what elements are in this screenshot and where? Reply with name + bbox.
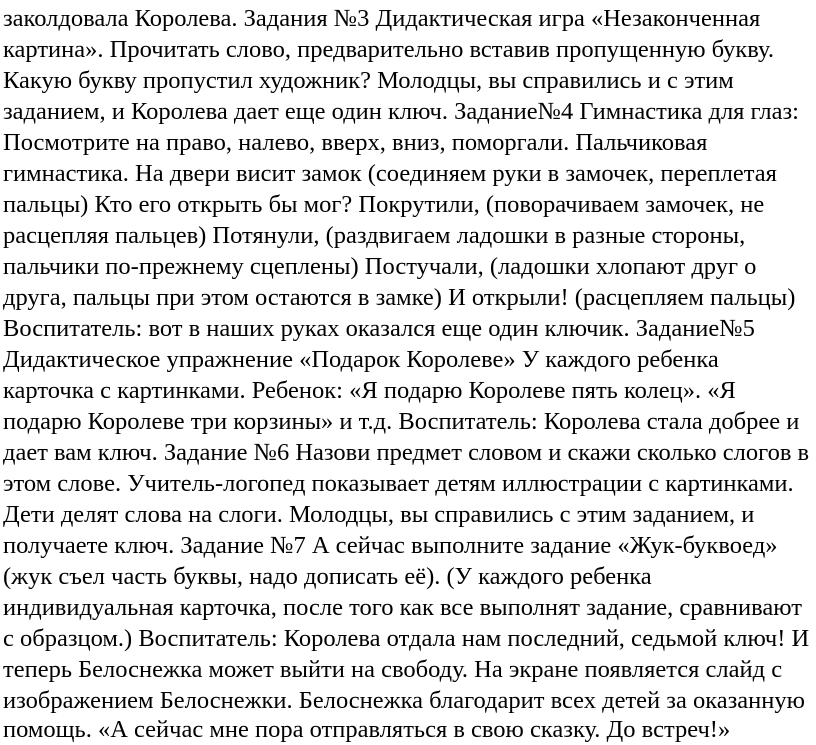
text-line: пальчики по-прежнему сцеплены) Постучали, (ладошки хлопают друг о (3, 253, 757, 280)
text-line: дает вам ключ. Задание №6 Назови предмет словом и скажи сколько слогов в (3, 439, 810, 466)
text-line: получаете ключ. Задание №7 А сейчас выполните задание «Жук-буквоед» (3, 532, 778, 559)
text-line: карточка с картинками. Ребенок: «Я подарю Королеве пять колец». «Я (3, 377, 736, 404)
text-line: друга, пальцы при этом остаются в замке) И открыли! (расцепляем пальцы) (3, 284, 796, 311)
text-line: Дети делят слова на слоги. Молодцы, вы справились с этим заданием, и (3, 501, 755, 528)
text-line: пальцы) Кто его открыть бы мог? Покрутили, (поворачиваем замочек, не (3, 191, 765, 218)
text-line: (жук съел часть буквы, надо дописать её). (У каждого ребенка (3, 563, 652, 590)
text-line: Посмотрите на право, налево, вверх, вниз, поморгали. Пальчиковая (3, 129, 708, 156)
text-line: помощь. «А сейчас мне пора отправляться в свою сказку. До встреч!» (3, 716, 731, 743)
text-line: теперь Белоснежка может выйти на свободу. На экране появляется слайд с (3, 656, 783, 683)
text-line: с образцом.) Воспитатель: Королева отдала нам последний, седьмой ключ! И (3, 625, 810, 652)
text-line: картина». Прочитать слово, предварительно вставив пропущенную букву. (3, 36, 774, 63)
text-line: заданием, и Королева дает еще один ключ. Задание№4 Гимнастика для глаз: (3, 98, 799, 125)
text-line: изображением Белоснежки. Белоснежка благодарит всех детей за оказанную (3, 687, 805, 714)
text-line: Воспитатель: вот в наших руках оказался еще один ключик. Задание№5 (3, 315, 755, 342)
text-line: Какую букву пропустил художник? Молодцы, вы справились и с этим (3, 67, 734, 94)
text-line: подарю Королеве три корзины» и т.д. Воспитатель: Королева стала добрее и (3, 408, 800, 435)
text-line: индивидуальная карточка, после того как все выполнят задание, сравнивают (3, 594, 802, 621)
text-line: заколдовала Королева. Задания №3 Дидактическая игра «Незаконченная (3, 5, 761, 32)
text-line: расцепляя пальцев) Потянули, (раздвигаем ладошки в разные стороны, (3, 222, 746, 249)
text-line: гимнастика. На двери висит замок (соединяем руки в замочек, переплетая (3, 160, 777, 187)
text-line: Дидактическое упражнение «Подарок Королеве» У каждого ребенка (3, 346, 719, 373)
text-line: этом слове. Учитель-логопед показывает детям иллюстрации с картинками. (3, 470, 794, 497)
